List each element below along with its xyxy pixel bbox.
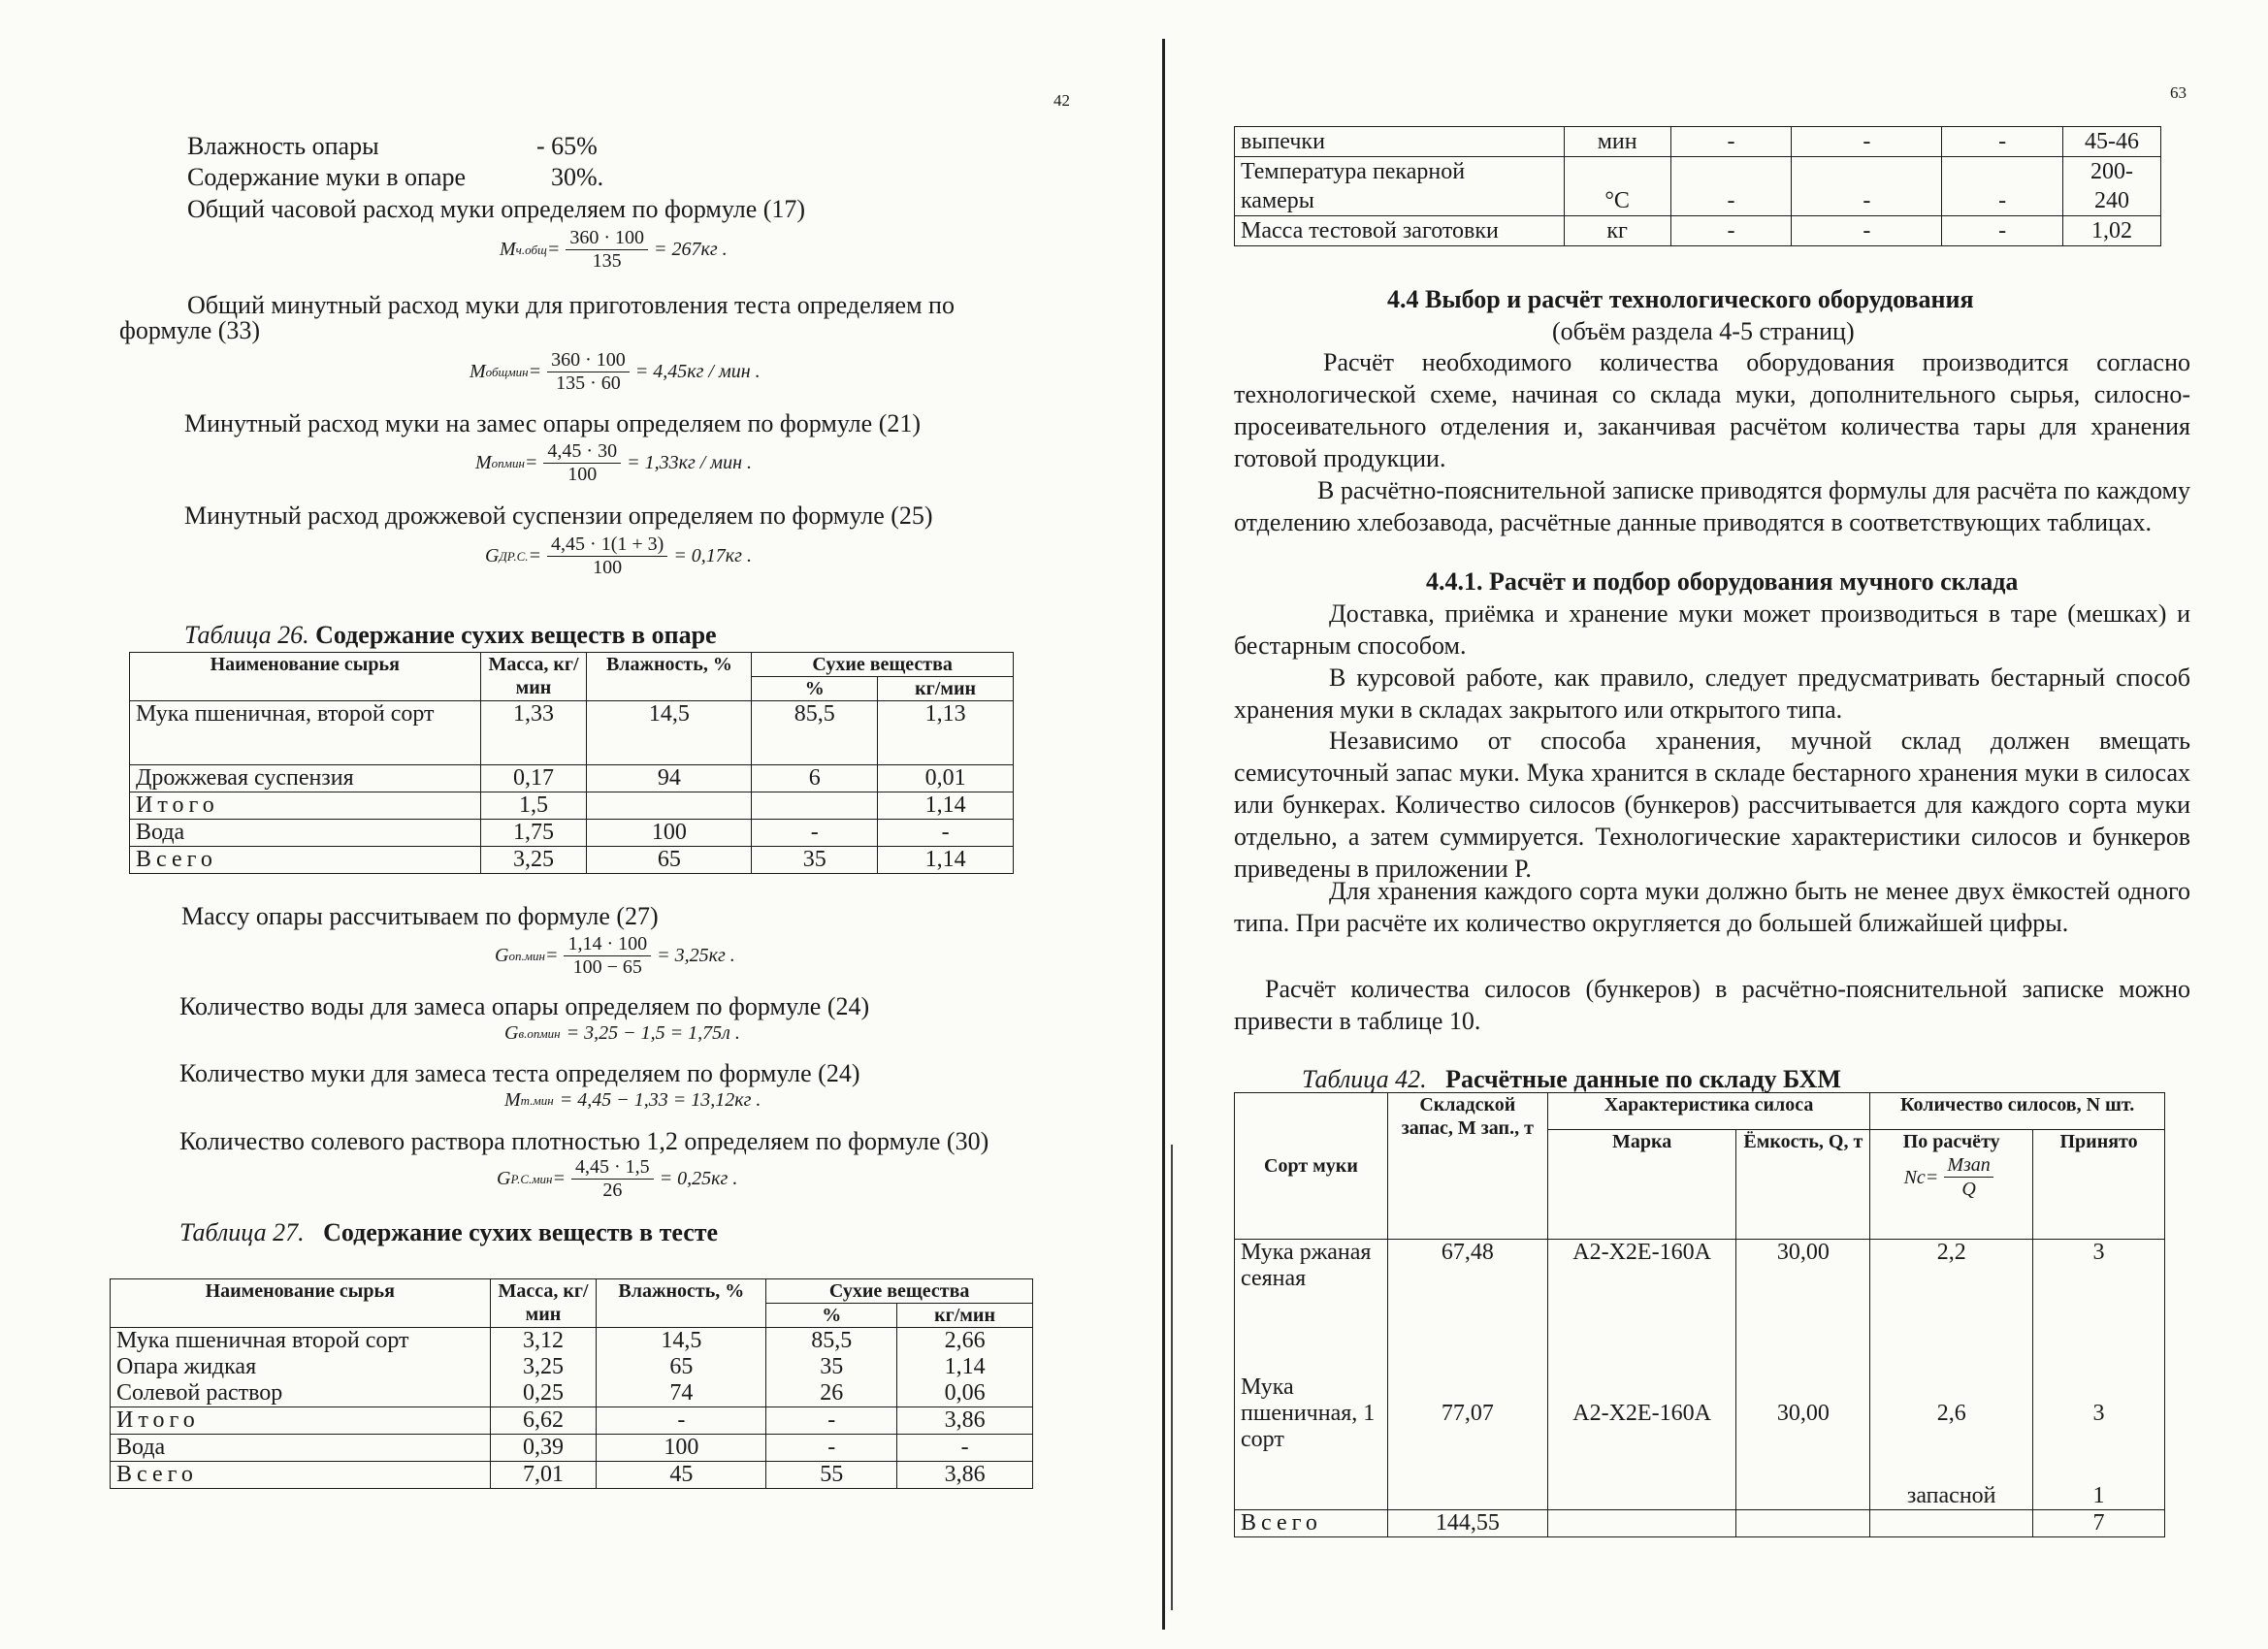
paragraph-opara: Минутный расход муки на замес опары определяем по формуле (21) (184, 409, 922, 437)
paragraph-coursework: В курсовой работе, как правило, следует предусматривать бестарный способ хранения муки в складах закрытого или открытого типа. (1234, 663, 2190, 724)
formula-minute: M общ мин = $\frac{360 \cdot 100}{135 \cdot 60}$ = 4,45кг / мин . (470, 349, 761, 394)
paragraph-water: Количество воды для замеса опары определяем по формуле (24) (179, 992, 870, 1020)
t27-h-name: Наименование сырья (111, 1279, 491, 1328)
t42-h-sort: Сорт муки (1235, 1093, 1388, 1240)
t27-h-pct: % (766, 1304, 897, 1328)
page-spine (1162, 39, 1165, 1630)
table42-caption: Таблица 42. Расчётные данные по складу БХМ (1302, 1065, 1841, 1093)
table-row: Всего 3,25 65 35 1,14 (130, 847, 1014, 874)
intro-flour-value: 30%. (551, 163, 604, 191)
table-row: Всего 7,01 45 55 3,86 (111, 1462, 1033, 1489)
t42-h-char: Характеристика силоса (1547, 1093, 1870, 1130)
t42-total-stock: 144,55 (1387, 1510, 1547, 1537)
paragraph-minute-line2: формуле (33) (119, 316, 261, 344)
section-title: 4.4 Выбор и расчёт технологического оборудования (1387, 285, 1974, 313)
page-spine-shadow (1171, 1145, 1173, 1610)
t27-h-kg: кг/мин (897, 1304, 1033, 1328)
paragraph-mass-opara: Массу опары рассчитываем по формуле (27) (181, 902, 659, 930)
table-row (1235, 1468, 2165, 1510)
section-subtitle: (объём раздела 4-5 страниц) (1552, 317, 1855, 345)
table-row: Мука пшеничная второй сорт 3,12 14,5 85,5 2,66 (111, 1328, 1033, 1355)
table-row: Температура пекарной 200- (1235, 157, 2161, 187)
t26-h-mass: Масса, кг/мин (480, 653, 587, 701)
table-row: Солевой раствор 0,25 74 26 0,06 (111, 1380, 1033, 1407)
formula-mass-opara: G оп. мин = $\frac{1,14 \cdot 100}{100 - 65}$ = 3,25кг . (495, 933, 735, 978)
intro-flour-label: Содержание муки в опаре (187, 163, 467, 191)
table-row: Мука пшеничная, 1 сорт 77,07 А2-Х2Е-160А 30,00 2,6 3 (1235, 1361, 2165, 1468)
t27-h-moist: Влажность, % (597, 1279, 766, 1328)
formula-hourly: M ч. общ = $\frac{360 \cdot 100}{135}$ = 267кг . (500, 227, 728, 272)
t42-h-mark: Марка (1547, 1130, 1736, 1240)
table-row: Итого 1,5 1,14 (130, 792, 1014, 820)
t27-h-mass: Масса, кг/мин (490, 1279, 597, 1328)
paragraph-yeast: Минутный расход дрожжевой суспензии определяем по формуле (25) (184, 501, 933, 530)
table-row: Итого 6,62 - - 3,86 (111, 1407, 1033, 1435)
table-row: Мука пшеничная, второй сорт 1,33 14,5 85,5 1,13 (130, 701, 1014, 765)
table-row: Дрожжевая суспензия 0,17 94 6 0,01 (130, 765, 1014, 792)
t42-h-calc (1870, 1130, 2033, 1240)
top-table (1234, 126, 2161, 246)
paragraph-salt: Количество солевого раствора плотностью 1,2 определяем по формуле (30) (179, 1127, 989, 1155)
t42-total-label: Всего (1235, 1510, 1388, 1537)
table-row: Мука ржаная сеяная 67,48 А2-Х2Е-160А 30,00 2,2 3 (1235, 1240, 2165, 1361)
table-row: выпечки мин - - - 45-46 (1235, 127, 2161, 157)
t42-total-value: 7 (2033, 1510, 2165, 1537)
formula-yeast: G ДР.С. = $\frac{4,45 \cdot 1(1 + 3)}{100}$ = 0,17кг . (485, 534, 752, 578)
left-page-number: 42 (1053, 91, 1070, 110)
right-page-number: 63 (2170, 83, 2187, 102)
t26-h-name: Наименование сырья (130, 653, 481, 701)
t26-h-dry: Сухие вещества (752, 653, 1014, 677)
formula-flour-dough: M т. мин = 4,45 − 1,33 = 13,12кг . (504, 1089, 761, 1111)
t42-h-stock: Складской запас, М зап., т (1387, 1093, 1547, 1240)
table-row: Опара жидкая 3,25 65 35 1,14 (111, 1354, 1033, 1380)
t42-h-cap: Ёмкость, Q, т (1736, 1130, 1870, 1240)
t26-h-pct: % (752, 677, 878, 701)
paragraph-equipment: Расчёт необходимого количества оборудования производится согласно технологической схеме, начиная со склада муки, дополнительного сырья, силосно-просеивательного отделения и, заканчивая расчётом количества тары для хранения готовой продукции. (1234, 348, 2190, 472)
paragraph-delivery: Доставка, приёмка и хранение муки может производиться в таре (мешках) и бестарным способом. (1234, 599, 2190, 660)
formula-opara: M оп мин = $\frac{4,45 \cdot 30}{100}$ = 1,33кг / мин . (475, 440, 752, 485)
t27-h-dry: Сухие вещества (766, 1279, 1033, 1304)
table-row: Вода 1,75 100 - - (130, 820, 1014, 847)
t26-h-kg: кг/мин (878, 677, 1014, 701)
table27 (110, 1278, 1033, 1489)
paragraph-hourly: Общий часовой расход муки определяем по формуле (17) (187, 195, 806, 223)
subsection-title: 4.4.1. Расчёт и подбор оборудования мучного склада (1426, 567, 2019, 596)
t42-h-calc-label: По расчёту (1902, 1131, 2000, 1153)
t26-h-moist: Влажность, % (587, 653, 752, 701)
table-row (1235, 1510, 2165, 1537)
paragraph-note: В расчётно-пояснительной записке приводятся формулы для расчёта по каждому отделению хлебозавода, расчётные данные приводятся в соответствующих таблицах. (1234, 476, 2190, 536)
t42-reserve-value: 1 (2033, 1468, 2165, 1510)
table42 (1234, 1092, 2165, 1537)
intro-moisture-value: - 65% (536, 132, 598, 160)
t42-h-count: Количество силосов, N шт. (1870, 1093, 2165, 1130)
table26 (129, 652, 1014, 874)
formula-salt: G Р.С. мин = $\frac{4,45 \cdot 1,5}{26}$ = 0,25кг . (497, 1156, 738, 1201)
table26-caption: Таблица 26. Содержание сухих веществ в опаре (184, 621, 717, 649)
table27-caption: Таблица 27. Содержание сухих веществ в тесте (179, 1218, 719, 1246)
intro-moisture-label: Влажность опары (187, 132, 379, 160)
t42-h-accepted: Принято (2033, 1130, 2165, 1240)
t42-h-formula: Nc= Мзап Q (1876, 1153, 2026, 1201)
table-row: камеры °С - - - 240 (1235, 186, 2161, 216)
paragraph-storage: Независимо от способа хранения, мучной склад должен вмещать семисуточный запас муки. Мука хранится в складе бестарного хранения муки в силосах или бункерах. Количество силосов (бункеров) рассчитывается для каждого сорта муки отдельно, а затем суммируется. Технологические характеристики силосов и бункеров приведены в приложении Р. (1234, 727, 2190, 883)
paragraph-silos: Расчёт количества силосов (бункеров) в расчётно-пояснительной записке можно привести в таблице 10. (1234, 975, 2190, 1035)
formula-water: G в.оп мин = 3,25 − 1,5 = 1,75л . (504, 1022, 740, 1044)
table-row: Масса тестовой заготовки кг - - - 1,02 (1235, 216, 2161, 246)
table-row: Вода 0,39 100 - - (111, 1435, 1033, 1462)
paragraph-capacity: Для хранения каждого сорта муки должно быть не менее двух ёмкостей одного типа. При расчёте их количество округляется до большей ближайшей цифры. (1234, 877, 2190, 937)
paragraph-minute-line1: Общий минутный расход муки для приготовления теста определяем по (187, 291, 955, 319)
paragraph-flour-dough: Количество муки для замеса теста определяем по формуле (24) (179, 1059, 860, 1087)
t42-reserve-label: запасной (1870, 1468, 2033, 1510)
